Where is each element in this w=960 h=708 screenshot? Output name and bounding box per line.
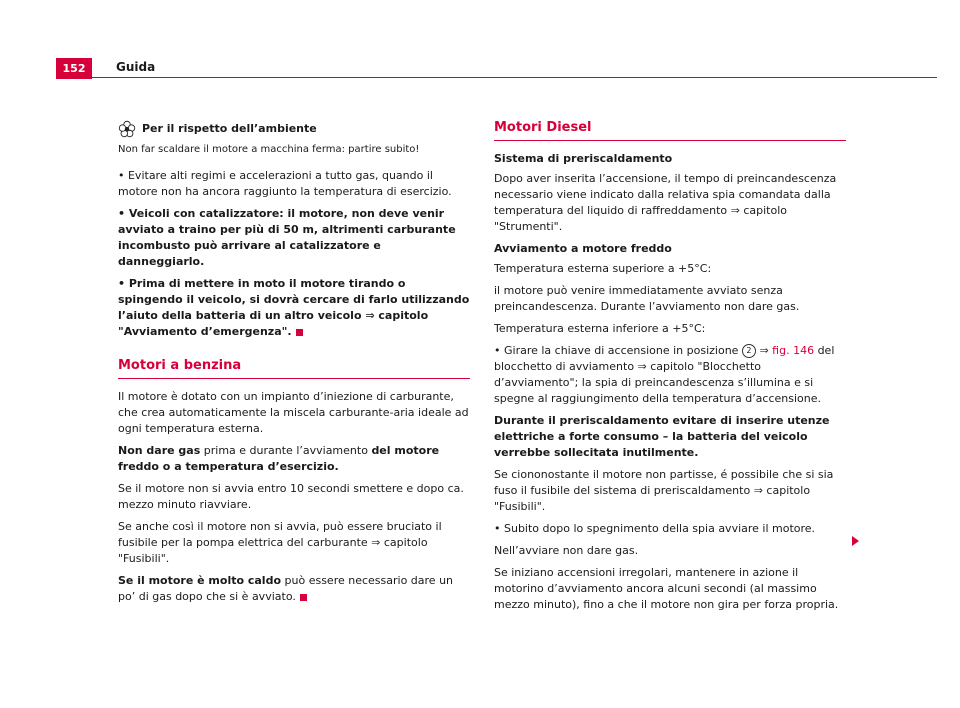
bullet-catalyst: • Veicoli con catalizzatore: il motore, non deve venir avviato a traino per più di 50 m, altrimenti carburante incombusto può arrivare al catalizzatore e danneggiarlo. bbox=[118, 207, 456, 268]
temp-above: Temperatura esterna superiore a +5°C: bbox=[494, 262, 712, 275]
section-title-petrol: Motori a benzina bbox=[118, 358, 470, 379]
chapter-title: Guida bbox=[116, 60, 156, 74]
arrow-icon: ⇒ bbox=[730, 204, 740, 217]
petrol-fuse-ref: capitolo "Fusibili". bbox=[118, 536, 428, 565]
section-title-diesel: Motori Diesel bbox=[494, 120, 846, 141]
no-gas-start: Nell’avviare non dare gas. bbox=[494, 544, 639, 557]
petrol-no-gas-mid: prima e durante l’avviamento bbox=[200, 444, 372, 457]
left-column bbox=[118, 120, 470, 611]
bullet-push-start-text: • Prima di mettere in moto il motore tirando o spingendo il veicolo, si dovrà cercare di farlo utilizzando l’aiuto della batteria di un altro veicolo bbox=[118, 277, 470, 322]
temp-above-text: il motore può venire immediatamente avviato senza preincandescenza. Durante l’avviamento non dare gas. bbox=[494, 284, 800, 313]
start-after-light: • Subito dopo lo spegnimento della spia avviare il motore. bbox=[494, 522, 816, 535]
figure-link[interactable]: fig. 146 bbox=[772, 344, 815, 357]
petrol-no-gas-bold: Non dare gas bbox=[118, 444, 201, 457]
continue-arrow-icon bbox=[852, 536, 859, 546]
page-header bbox=[0, 0, 960, 80]
petrol-intro: Il motore è dotato con un impianto d’iniezione di carburante, che crea automaticamente la miscela carburante-aria ideale ad ogni temperatura esterna. bbox=[118, 390, 469, 435]
environment-note-text: Non far scaldare il motore a macchina ferma: partire subito! bbox=[118, 144, 420, 155]
petrol-fuse-text: Se anche così il motore non si avvia, può essere bruciato il fusibile per la pompa elettrica del carburante bbox=[118, 520, 442, 549]
section-end-mark bbox=[300, 594, 307, 601]
environment-note-heading bbox=[118, 120, 470, 138]
petrol-hot-engine bbox=[118, 573, 470, 605]
arrow-icon: ⇒ bbox=[753, 484, 763, 497]
irregular-ignition: Se iniziano accensioni irregolari, mantenere in azione il motorino d’avviamento ancora alcuni secondi (al massimo mezzo minuto), fino a che il motore non gira per forza propria. bbox=[494, 566, 839, 611]
turn-key-text-2: del blocchetto di avviamento bbox=[494, 344, 835, 373]
petrol-hot-engine-bold: Se il motore è molto caldo bbox=[118, 574, 282, 587]
preheating-fuse-ref: capitolo "Fusibili". bbox=[494, 484, 811, 513]
bullet-push-start bbox=[118, 276, 470, 340]
petrol-retry: Se il motore non si avvia entro 10 secondi smettere e dopo ca. mezzo minuto riavviare. bbox=[118, 482, 464, 511]
turn-key-text-3: capitolo "Blocchetto d’avviamento"; la spia di preincandescenza s’illumina e si spegne al raggiungimento della temperatura d’accensione. bbox=[494, 360, 822, 405]
preheating-text-ref: capitolo "Strumenti". bbox=[494, 204, 787, 233]
petrol-no-gas-bold2: del motore freddo o a temperatura d’esercizio. bbox=[118, 444, 440, 473]
section-end-mark bbox=[296, 329, 303, 336]
petrol-no-gas bbox=[118, 443, 470, 475]
preheating-warning: Durante il preriscaldamento evitare di inserire utenze elettriche a forte consumo – la batteria del veicolo verrebbe sollecitata inutilmente. bbox=[494, 414, 830, 459]
right-column bbox=[494, 120, 846, 619]
environment-note-title: Per il rispetto dell’ambiente bbox=[142, 122, 317, 135]
preheating-fuse bbox=[494, 467, 846, 515]
flower-icon bbox=[118, 120, 136, 138]
arrow-icon: ⇒ bbox=[365, 309, 375, 322]
bullet-push-start-ref: capitolo "Avviamento d’emergenza". bbox=[118, 309, 429, 338]
position-number-badge: 2 bbox=[742, 344, 756, 358]
header-rule bbox=[92, 77, 937, 78]
petrol-fuse bbox=[118, 519, 470, 567]
preheating-fuse-text: Se ciononostante il motore non partisse, é possibile che si sia fuso il fusibile del sistema di preriscaldamento bbox=[494, 468, 834, 497]
heading-cold-start: Avviamento a motore freddo bbox=[494, 242, 672, 255]
arrow-icon: ⇒ bbox=[371, 536, 381, 549]
arrow-icon: ⇒ bbox=[755, 344, 773, 357]
arrow-icon: ⇒ bbox=[637, 360, 647, 373]
preheating-text bbox=[494, 171, 846, 235]
page-number: 152 bbox=[56, 58, 92, 79]
preheating-text-main: Dopo aver inserita l’accensione, il tempo di preincandescenza necessario viene indicato dalla relativa spia comandata dalla temperatura del liquido di raffreddamento bbox=[494, 172, 837, 217]
temp-below: Temperatura esterna inferiore a +5°C: bbox=[494, 322, 706, 335]
turn-key-bullet bbox=[494, 343, 846, 407]
turn-key-text: • Girare la chiave di accensione in posizione bbox=[494, 344, 742, 357]
bullet-high-revs: • Evitare alti regimi e accelerazioni a tutto gas, quando il motore non ha ancora raggiunto la temperatura di esercizio. bbox=[118, 169, 452, 198]
petrol-hot-engine-text: può essere necessario dare un po’ di gas dopo che si è avviato. bbox=[118, 574, 454, 603]
heading-preheating: Sistema di preriscaldamento bbox=[494, 152, 673, 165]
